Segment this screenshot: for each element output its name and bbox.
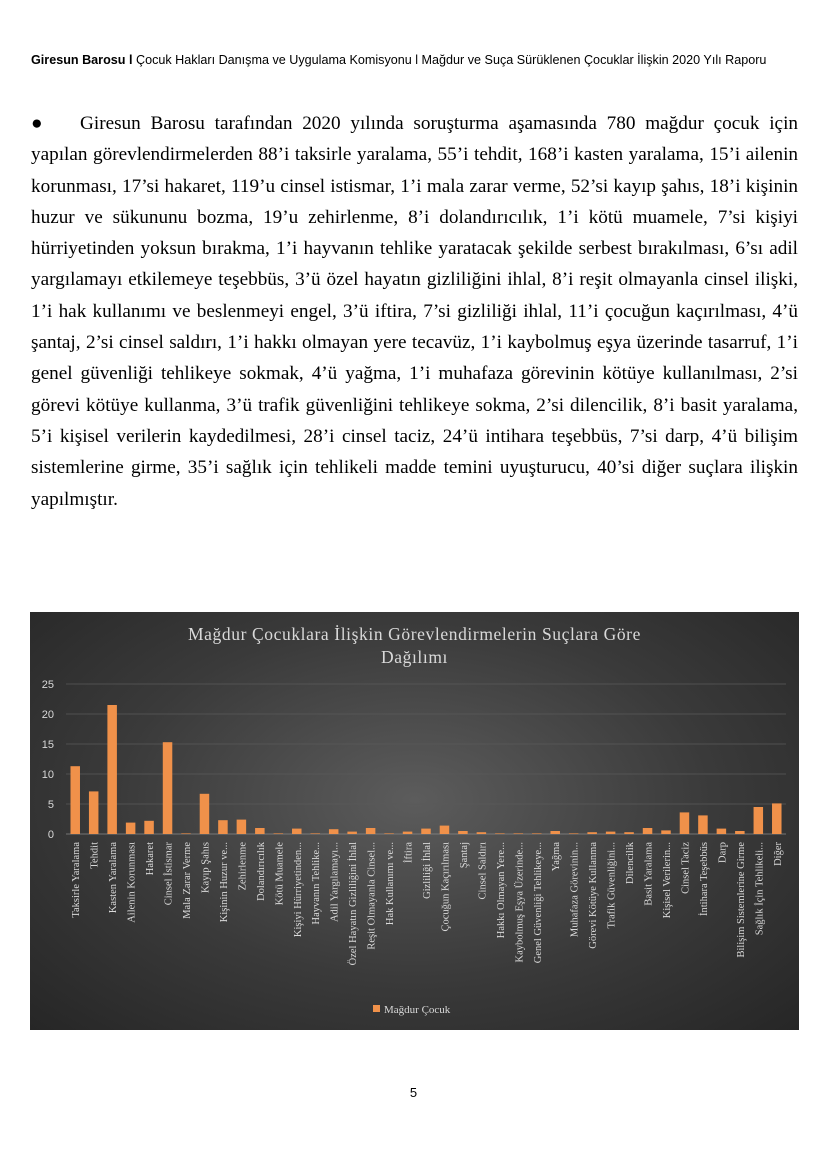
x-tick-label: Kasten Yaralama <box>108 842 120 914</box>
x-tick-label: Kişinin Huzur ve... <box>218 842 230 923</box>
bar <box>772 803 782 834</box>
bar <box>237 820 247 834</box>
x-tick-label: Muhafaza Görevinin... <box>569 842 581 938</box>
chart-title-line1: Mağdur Çocuklara İlişkin Görevlendirmelerin Suçlara Göre <box>188 624 641 644</box>
y-tick-label: 25 <box>41 679 54 691</box>
bar <box>255 828 265 834</box>
bar <box>403 832 413 834</box>
bar <box>218 820 228 834</box>
bar <box>163 742 173 834</box>
bar <box>126 823 136 834</box>
x-tick-label: Hakkı Olmayan Yere... <box>495 842 507 939</box>
bar <box>458 831 468 834</box>
bar <box>735 831 745 834</box>
bar <box>606 832 616 834</box>
x-tick-label: Kişiyi Hürriyetinden... <box>292 842 304 938</box>
paragraph-text: Giresun Barosu tarafından 2020 yılında soruşturma aşamasında 780 mağdur çocuk için yapılan görevlendirmelerden 88’i taksirle yaralama, 55’i tehdit, 168’i kasten yaralama, 15’i ailenin korunması, 17’si hakaret, 119’u cinsel istismar, 1’i mala zarar verme, 52’si kayıp şahıs, 18’i kişinin huzur ve sükununu bozma, 19’u zehirlenme, 8’i dolandırıcılık, 1’i kötü muamele, 7’si kişiyi hürriyetinden yoksun bırakma, 1’i hayvanın tehlike yaratacak şekilde serbest bırakılması, 6’sı adil yargılamayı etkilemeye teşebbüs, 3’ü özel hayatın gizliliğini ihlal, 8’i reşit olmayanla cinsel ilişki, 1’i hak kullanımı ve beslenmeyi engel, 3’ü iftira, 7’si gizliliği ihlal, 11’i çocuğun kaçırılması, 4’ü şantaj, 2’si cinsel saldırı, 1’i hakkı olmayan yere tecavüz, 1’i kaybolmuş eşya üzerinde tasarruf, 1’i genel güvenliği tehlikeye sokmak, 4’ü yağma, 1’i muhafaza görevinin kötüye kullanılması, 2’si görevi kötüye kullanma, 3’ü trafik güvenliğini tehlikeye sokma, 2’si dilencilik, 8’i basit yaralama, 5’i kişisel verilerin kaydedilmesi, 28’i cinsel taciz, 24’ü intihara teşebbüs, 7’si darp, 4’ü bilişim sistemlerine girme, 35’i sağlık için tehlikeli madde temini uyuşturucu, 40’si diğer suçlara ilişkin yapılmıştır. <box>31 113 798 510</box>
x-tick-label: Mala Zarar Verme <box>182 842 193 919</box>
header-rest: Çocuk Hakları Danışma ve Uygulama Komisyonu l Mağdur ve Suça Sürüklenen Çocuklar İlişkin 2020 Yılı Raporu <box>132 53 767 67</box>
body-paragraph <box>31 108 798 515</box>
bar <box>643 828 653 834</box>
x-tick-label: Sağlık İçin Tehlikeli... <box>754 842 766 936</box>
x-tick-label: İntihara Teşebbüs <box>698 842 710 917</box>
x-tick-label: Kötü Muamele <box>274 842 286 906</box>
x-tick-label: Yağma <box>551 842 563 872</box>
bar <box>717 829 727 834</box>
bar <box>329 829 339 834</box>
bar <box>661 830 671 834</box>
chart-title-line2: Dağılımı <box>380 647 449 667</box>
bar <box>514 833 524 834</box>
x-tick-label: Kişisel Verilerin... <box>662 842 673 919</box>
x-tick-label: Darp <box>717 842 729 863</box>
x-tick-label: Genel Güvenliği Tehlikeye... <box>532 842 544 964</box>
bar <box>624 832 634 834</box>
y-tick-label: 5 <box>47 799 54 811</box>
bar-chart <box>30 612 799 1030</box>
y-tick-label: 10 <box>41 769 54 781</box>
bar <box>310 833 320 834</box>
bar <box>292 829 302 834</box>
bar <box>569 833 579 834</box>
legend-label: Mağdur Çocuk <box>384 1004 451 1016</box>
page-number: 5 <box>409 1085 418 1100</box>
x-tick-label: Adil Yargılamayı... <box>329 842 341 923</box>
y-tick-label: 0 <box>47 829 54 841</box>
bar <box>477 832 487 834</box>
x-tick-label: Tehdit <box>89 842 101 869</box>
bar <box>550 831 560 834</box>
x-tick-label: Diğer <box>772 842 784 866</box>
x-tick-label: Hak Kullanımı ve... <box>385 842 397 926</box>
bar <box>754 807 764 834</box>
x-tick-label: Trafik Güvenliğini... <box>606 842 618 929</box>
x-tick-label: Cinsel Taciz <box>680 842 692 894</box>
bar <box>587 832 597 834</box>
x-tick-label: Cinsel İstismar <box>163 842 175 906</box>
x-tick-label: Taksirle Yaralama <box>71 842 83 918</box>
x-tick-label: Kayıp Şahıs <box>200 842 212 894</box>
x-tick-label: Şantaj <box>458 842 470 869</box>
bar <box>144 821 154 834</box>
bar <box>274 833 284 834</box>
x-tick-label: Hakaret <box>145 842 157 876</box>
bar <box>89 791 99 834</box>
bar <box>680 812 690 834</box>
x-tick-label: Özel Hayatın Gizliliğini İhlal <box>348 842 360 966</box>
x-tick-label: Gizliliği İhlal <box>422 842 433 899</box>
x-tick-label: Bilişim Sistemlerine Girme <box>735 842 747 958</box>
chart-container <box>30 612 799 1030</box>
bar <box>366 828 376 834</box>
x-tick-label: Ailenin Korunması <box>126 842 138 923</box>
bar <box>347 832 357 834</box>
bar <box>495 833 505 834</box>
header-bold: Giresun Barosu l <box>31 53 133 67</box>
x-tick-label: Basit Yaralama <box>643 842 655 906</box>
y-tick-label: 15 <box>41 739 54 751</box>
x-tick-label: Reşit Olmayanla Cinsel... <box>366 842 378 950</box>
legend-swatch <box>373 1005 380 1012</box>
bar <box>107 705 117 834</box>
bar <box>384 833 394 834</box>
bar <box>698 815 708 834</box>
x-tick-label: Zehirlenme <box>237 842 249 891</box>
bar <box>70 766 80 834</box>
x-tick-label: Cinsel Saldırı <box>477 842 489 900</box>
x-tick-label: Çocuğun Kaçırılması <box>440 842 452 932</box>
bar <box>181 833 191 834</box>
y-tick-label: 20 <box>41 709 54 721</box>
x-tick-label: Görevi Kötüye Kullanma <box>588 842 600 949</box>
x-tick-label: Dolandırıcılık <box>255 842 267 901</box>
x-tick-label: İftira <box>403 842 415 863</box>
bar <box>200 794 210 834</box>
x-tick-label: Dilencilik <box>625 842 637 884</box>
bar <box>440 826 450 834</box>
x-tick-label: Hayvanın Tehlike... <box>311 842 323 925</box>
bullet-icon: ● <box>31 113 43 134</box>
page-header <box>31 50 801 70</box>
bar <box>532 833 542 834</box>
x-tick-label: Kaybolmuş Eşya Üzerinde... <box>514 842 526 963</box>
bar <box>421 829 431 834</box>
